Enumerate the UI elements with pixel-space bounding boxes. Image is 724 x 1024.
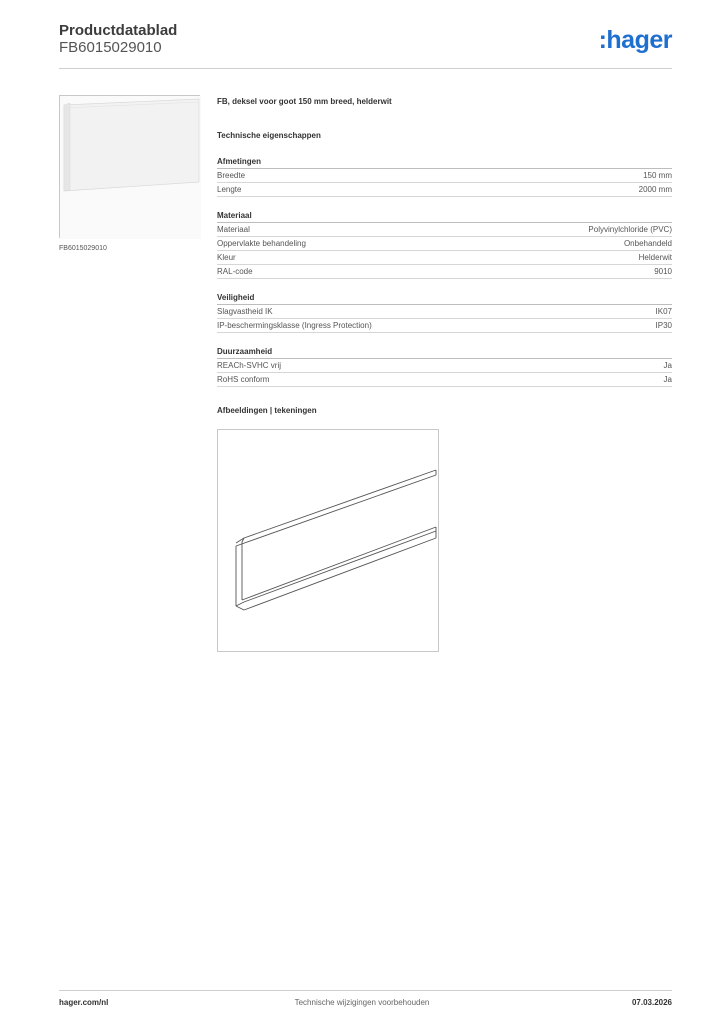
spec-value: 150 mm	[643, 171, 672, 180]
spec-content	[217, 96, 672, 417]
thumbnail-caption: FB6015029010	[59, 245, 107, 252]
spec-value: IK07	[655, 307, 672, 316]
spec-group-materiaal	[217, 210, 672, 279]
product-thumbnail	[59, 95, 200, 238]
spec-group-title: Materiaal	[217, 210, 672, 223]
footer-disclaimer: Technische wijzigingen voorbehouden	[294, 998, 430, 1007]
spec-row	[217, 265, 672, 279]
spec-group-title: Duurzaamheid	[217, 346, 672, 359]
spec-label: Oppervlakte behandeling	[217, 239, 306, 248]
product-name: FB, deksel voor goot 150 mm breed, helderwit	[217, 97, 392, 106]
spec-value: IP30	[655, 321, 672, 330]
spec-group-afmetingen	[217, 156, 672, 197]
cover-profile-image	[60, 96, 201, 239]
spec-value: 2000 mm	[638, 185, 672, 194]
spec-label: Kleur	[217, 253, 236, 262]
spec-row	[217, 223, 672, 237]
hager-logo	[599, 26, 672, 55]
spec-label: Materiaal	[217, 225, 250, 234]
spec-row	[217, 183, 672, 197]
technical-drawing	[217, 429, 439, 652]
header-divider	[59, 68, 672, 69]
spec-row	[217, 305, 672, 319]
footer-date: 07.03.2026	[631, 998, 672, 1007]
logo-prefix: :	[598, 26, 607, 54]
spec-value: Onbehandeld	[623, 239, 672, 248]
logo-text: hager	[606, 26, 672, 54]
spec-value: 9010	[654, 267, 672, 276]
spec-row	[217, 319, 672, 333]
spec-label: RAL-code	[217, 267, 253, 276]
spec-group-veiligheid	[217, 292, 672, 333]
spec-value: Polyvinylchloride (PVC)	[588, 225, 672, 234]
spec-row	[217, 251, 672, 265]
spec-value: Helderwit	[638, 253, 672, 262]
spec-label: Lengte	[217, 185, 242, 194]
spec-group-title: Afmetingen	[217, 156, 672, 169]
spec-row	[217, 237, 672, 251]
spec-section-title: Technische eigenschappen	[217, 131, 321, 140]
spec-group-duurzaamheid	[217, 346, 672, 387]
spec-row	[217, 169, 672, 183]
spec-label: Breedte	[217, 171, 246, 180]
spec-value: Ja	[663, 361, 672, 370]
spec-group-title: Veiligheid	[217, 292, 672, 305]
product-code: FB6015029010	[59, 39, 162, 56]
page-title: Productdatablad	[59, 22, 178, 39]
footer-website-link[interactable]: hager.com/nl	[59, 998, 109, 1007]
spec-label: RoHS conform	[217, 375, 270, 384]
spec-label: REACh-SVHC vrij	[217, 361, 282, 370]
spec-label: Slagvastheid IK	[217, 307, 273, 316]
spec-row	[217, 359, 672, 373]
spec-label: IP-beschermingsklasse (Ingress Protection)	[217, 321, 372, 330]
technical-drawing-image	[218, 430, 440, 653]
spec-row	[217, 373, 672, 387]
spec-value: Ja	[663, 375, 672, 384]
images-section-title: Afbeeldingen | tekeningen	[217, 406, 317, 415]
footer-divider	[59, 990, 672, 991]
